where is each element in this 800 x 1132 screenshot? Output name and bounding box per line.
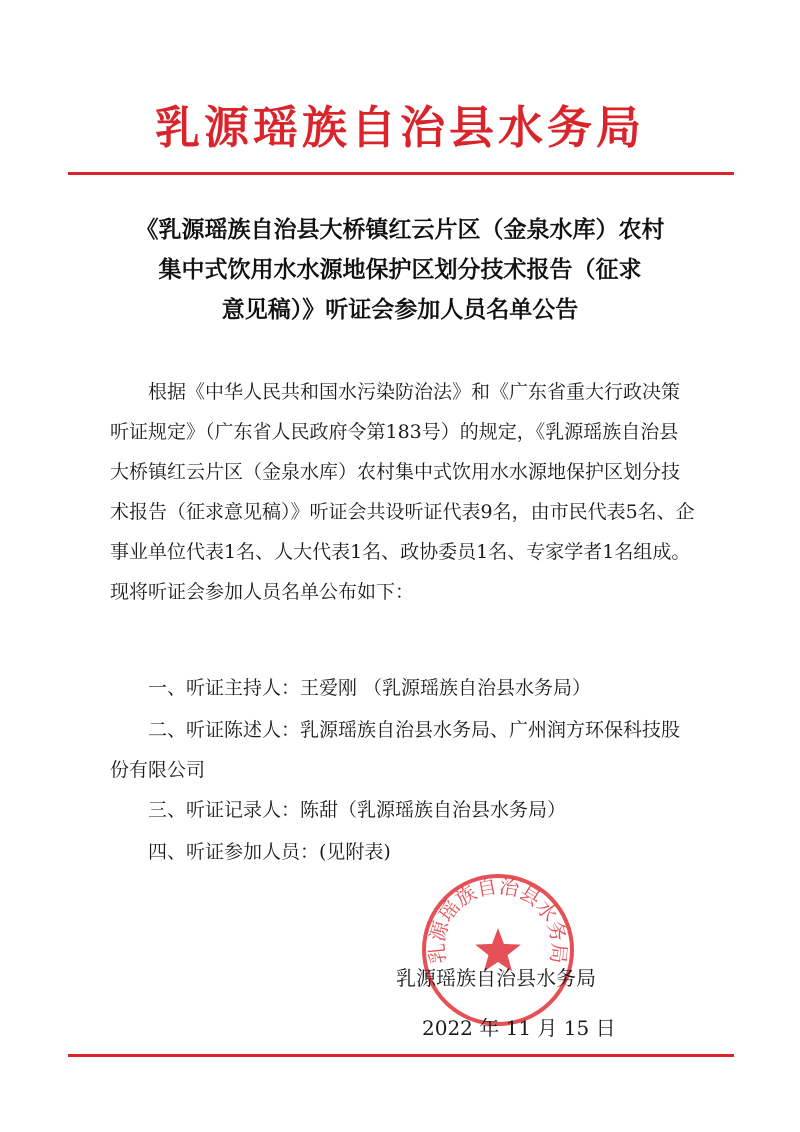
list-item-presenter: 二、听证陈述人：乳源瑶族自治县水务局、广州润方环保科技股份有限公司 bbox=[110, 719, 681, 781]
letterhead-org-name: 乳源瑶族自治县水务局 bbox=[154, 101, 645, 154]
seal-text: 乳源瑶族自治县水务局 bbox=[424, 873, 572, 965]
letterhead-red-rule bbox=[68, 172, 734, 175]
signature-org: 乳源瑶族自治县水务局 bbox=[396, 966, 596, 990]
title-line-2: 集中式饮用水水源地保护区划分技术报告（征求 bbox=[158, 257, 642, 283]
list-item-participants: 四、听证参加人员：(见附表) bbox=[148, 841, 391, 863]
list-item-host: 一、听证主持人：王爱刚 （乳源瑶族自治县水务局） bbox=[148, 677, 592, 699]
list-item-recorder: 三、听证记录人：陈甜（乳源瑶族自治县水务局） bbox=[148, 799, 567, 821]
signature-date: 2022 年 11 月 15 日 bbox=[422, 1016, 616, 1040]
document-title bbox=[100, 210, 700, 330]
title-line-3: 意见稿）》听证会参加人员名单公告 bbox=[221, 297, 579, 323]
title-line-1: 《乳源瑶族自治县大桥镇红云片区（金泉水库）农村 bbox=[135, 217, 665, 243]
signature-block bbox=[380, 962, 680, 1044]
body-paragraph: 根据《中华人民共和国水污染防治法》和《广东省重大行政决策听证规定》（广东省人民政府令第183号）的规定，《乳源瑶族自治县大桥镇红云片区（金泉水库）农村集中式饮用水水源地保护区划分技术报告（征求意见稿）》听证会共设听证代表9名，由市民代表5名、企事业单位代表1名、人大代表1名、政协委员1名、专家学者1名组成。现将听证会参加人员名单公布如下： bbox=[110, 381, 695, 603]
footer-red-rule bbox=[68, 1054, 734, 1057]
